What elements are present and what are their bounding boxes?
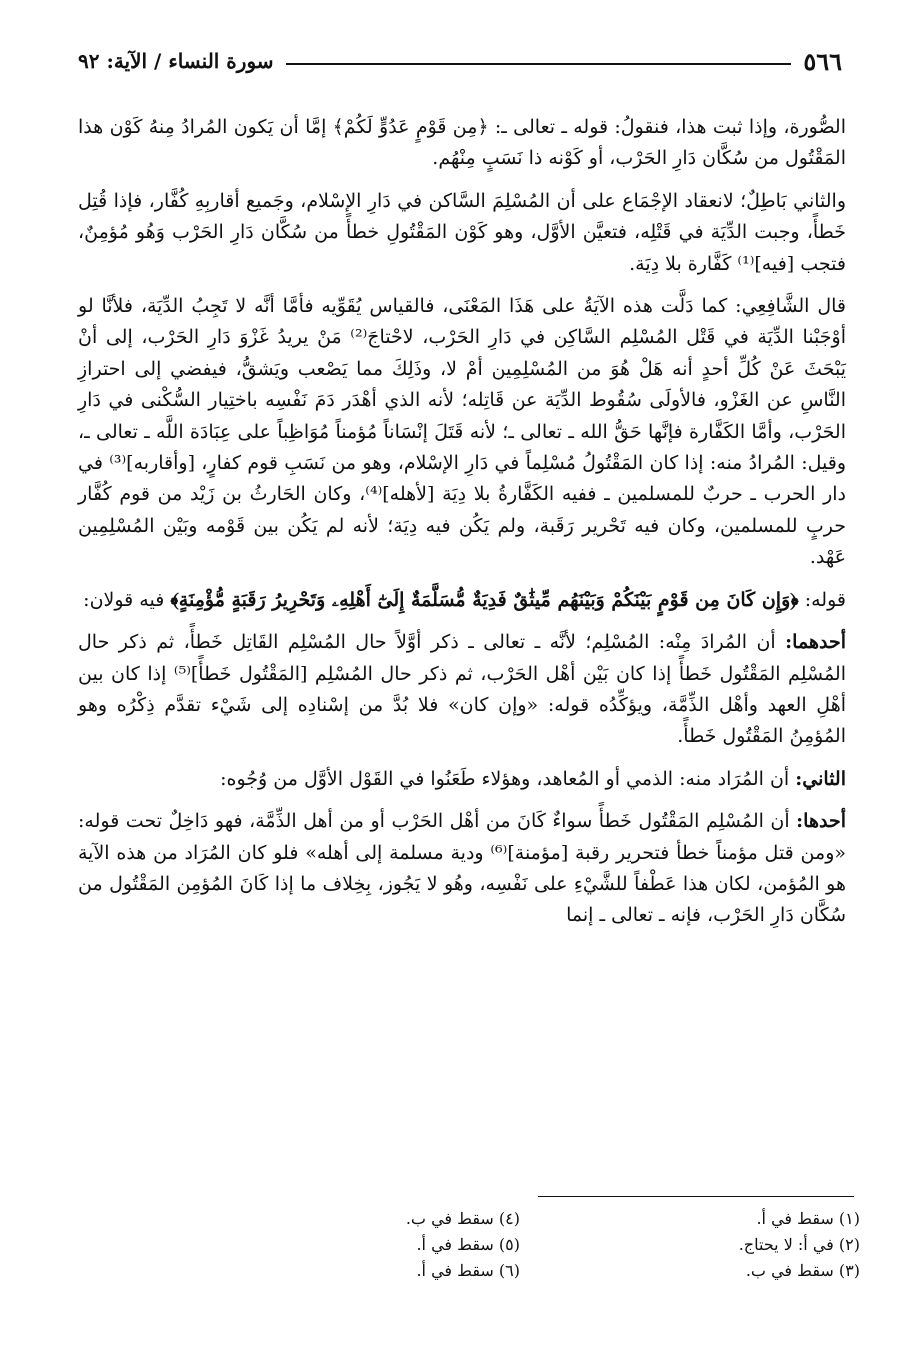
footnote-2: (٢) في أ: لا يحتاج. xyxy=(738,1235,860,1254)
paragraph-7-lead: أحدها: xyxy=(796,810,846,833)
paragraph-2: والثاني بَاطِلٌ؛ لانعقاد الإجْمَاع على أن المُسْلِمَ السَّاكن في دَارِ الإسْلام، وجَميع أقاربِهِ كُفَّار، فإذا قُتِل خَطأً، وجبت الدِّيَة في قَتْلِه، فتعيَّن الأوَّل، وهو كَوْن المَقْتُولِ خطأً من سُكَّان دَارِ الحَرْب وَهُو مُؤمِنٌ، فتجب [فيه]⁽¹⁾ كَفَّارة بلا دِيَة. xyxy=(78,189,846,275)
footnote-3: (٣) سقط في ب. xyxy=(745,1261,860,1280)
verse-intro: قوله: xyxy=(804,588,846,611)
page-header xyxy=(78,44,842,78)
paragraph-5-text: أن المُرادَ مِنْه: المُسْلِم؛ لأنَّه ـ تعالى ـ ذكر أوَّلاً حال المُسْلِم القَاتِل خَطأً، ثم ذكر حال المُسْلِم المَقْتُول خَطأً إذا كان بَيْن أهْل الحَرْب، ثم ذكر حال المُسْلِم [المَقْتُول خَطأً]⁽⁵⁾ إذا كان بين أهْلِ العهد وأهْل الذِّمَّة، ويؤكِّدُه قوله: «وإن كان» فلا بُدَّ من إسْنادِه إلى شَيْء تقدَّم ذِكْرُه وهو المُؤمِنُ المَقْتُول خَطأً. xyxy=(78,631,846,748)
page-number: ٥٦٦ xyxy=(803,46,842,76)
quran-verse: ﴿وَإِن كَانَ مِن قَوْمٍ بَيْنَكُمْ وَبَيْنَهُم مِّيثَٰقٌ فَدِيَةٌ مُّسَلَّمَةٌ إِلَىٰٓ أَهْلِهِۦ وَتَحْرِيرُ رَقَبَةٍ مُّؤْمِنَةٍ﴾ xyxy=(170,588,799,611)
paragraph-5 xyxy=(78,627,846,753)
footnote-separator xyxy=(538,1196,854,1197)
footnote-column-left xyxy=(320,1206,520,1284)
paragraph-6 xyxy=(78,764,846,795)
footnote-column-right xyxy=(660,1206,860,1284)
paragraph-6-lead: الثاني: xyxy=(795,767,846,790)
paragraph-6-text: أن المُرَاد منه: الذمي أو المُعاهد، وهؤلاء طَعَنُوا في القَوْل الأوَّل من وُجُوه: xyxy=(220,767,790,790)
main-text xyxy=(78,112,846,943)
paragraph-7 xyxy=(78,806,846,932)
paragraph-5-lead: أحدهما: xyxy=(785,631,846,654)
header-rule xyxy=(286,63,792,65)
footnote-5: (٥) سقط في أ. xyxy=(416,1235,520,1254)
footnotes xyxy=(300,1206,860,1316)
paragraph-1: الصُّورة، وإذا ثبت هذا، فنقولُ: قوله ـ تعالى ـ: ﴿مِن قَوْمٍ عَدُوٍّ لَكُمْ﴾ إمَّا أن يَكون المُرادُ مِنهُ كَوْن هذا المَقْتُول من سُكَّان دَارِ الحَرْب، أو كَوْنه ذا نَسَبٍ مِنْهُم. xyxy=(78,116,846,170)
footnote-4: (٤) سقط في ب. xyxy=(405,1209,520,1228)
paragraph-7-text: أن المُسْلِم المَقْتُول خَطأً سواءٌ كَانَ من أهْل الحَرْب أو من أهل الذِّمَّة، فهو دَاخِلٌ تحت قوله: «ومن قتل مؤمناً خطأ فتحرير رقبة [مؤمنة]⁽⁶⁾ ودية مسلمة إلى أهله» فلو كان المُرَاد من هذه الآية هو المُؤمن، لكان هذا عَطْفاً للشَّيْءِ على نَفْسِه، وهُو لا يَجُوز، بِخِلاف ما إذا كَانَ المُؤمِن المَقْتُول من سُكَّان دَارِ الحَرْب، فإنه ـ تعالى ـ إنما xyxy=(78,810,846,927)
footnote-6: (٦) سقط في أ. xyxy=(416,1261,520,1280)
paragraph-4 xyxy=(78,585,846,616)
paragraph-3: قال الشَّافِعِي: كما دَلَّت هذه الآيَةُ على هَذَا المَعْنَى، فالقياس يُقَوِّيه فأمَّا أنَّه لا تَجِبُ الدِّيَة، فلأنَّا لو أوْجَبْنا الدِّيَة في قَتْل المُسْلِم السَّاكِن في دَارِ الحَرْب، لاحْتاجَ⁽²⁾ مَنْ يريدُ غَزْوَ دَارِ الحَرْب، إلى أنْ يَبْحَثَ عَنْ كُلِّ أحدٍ أنه هَلْ هُوَ من المُسْلِمِين أمْ لا، وذَلِكَ مما يَصْعب ويَشقُّ، فيفضي إلى احترازِ النَّاسِ عن الغَزْو، فالأولَى سُقُوط الدِّيَة عن قَاتِله؛ لأنه الذي أهْدَر دَمَ نَفْسِه باختِيار السُّكْنى في دَارِ الحَرْب، وأمَّا الكَفَّارة فإنَّها حَقُّ الله ـ تعالى ـ؛ لأنه قَتَلَ إنْسَاناً مُؤمناً مُوَاظِباً على عِبَادَة اللَّه ـ تعالى ـ، وقيل: المُرادُ منه: إذا كان المَقْتُولُ مُسْلِماً في دَارِ الإسْلام، وهو من نَسَبِ قوم كفارٍ، [وأقاربه]⁽³⁾ في دار الحرب ـ حربٌ للمسلمين ـ ففيه الكَفَّارةُ بلا دِيَة [لأهله]⁽⁴⁾، وكان الحَارثُ بن زَيْد من قوم كُفَّار حربٍ للمسلمين، وكان فيه تَحْرير رَقَبة، ولم يَكُن فيه دِيَة؛ لأنه لم يَكُن بين قَوْمه وبَيْن المُسْلِمِين عَهْد. xyxy=(78,295,847,569)
footnote-1: (١) سقط في أ. xyxy=(756,1209,860,1228)
surah-title: سورة النساء / الآية: ٩٢ xyxy=(78,49,274,73)
verse-outro: فيه قولان: xyxy=(83,588,165,611)
